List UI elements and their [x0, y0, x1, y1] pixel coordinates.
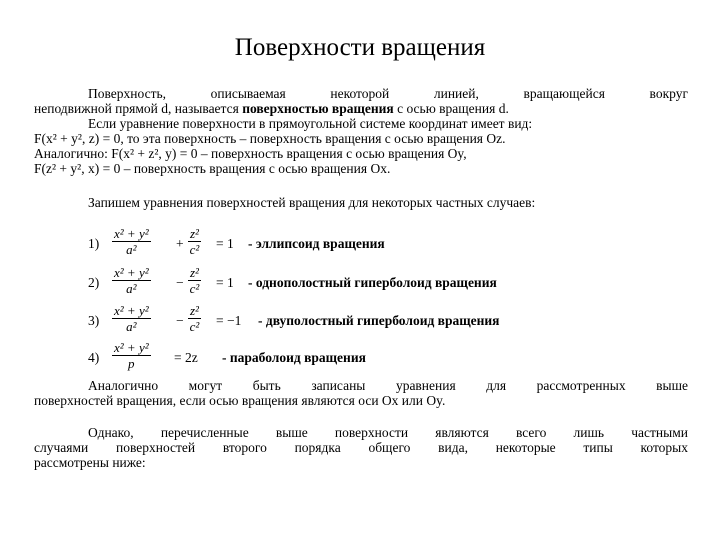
surface-name: - параболоид вращения — [222, 350, 366, 365]
intro-line-2-c: с осью вращения d. — [393, 101, 509, 116]
fraction-z — [188, 226, 201, 257]
intro-line-5: Аналогично: F(x² + z², y) = 0 – поверхность вращения с осью вращения Oy, — [34, 146, 467, 161]
intro-line-1: Поверхность, описываемая некоторой линией, вращающейся вокруг — [88, 86, 688, 101]
operator: + — [176, 236, 184, 251]
denominator: p — [128, 356, 135, 371]
fraction-z — [188, 303, 201, 334]
cases-heading: Запишем уравнения поверхностей вращения для некоторых частных случаев: — [88, 195, 536, 210]
analog-line-1: Аналогично могут быть записаны уравнения для рассмотренных выше — [88, 378, 688, 393]
right-hand-side: = −1 — [216, 313, 242, 328]
equation-number: 4) — [88, 350, 100, 365]
fraction-xy — [112, 226, 151, 257]
equation-2 — [88, 265, 688, 301]
intro-line-4: F(x² + y², z) = 0, то эта поверхность – поверхность вращения с осью вращения Oz. — [34, 131, 506, 146]
equation-4 — [88, 340, 688, 376]
numerator: z² — [190, 303, 199, 318]
intro-line-3: Если уравнение поверхности в прямоугольной системе координат имеет вид: — [88, 116, 533, 131]
surface-name: - двуполостный гиперболоид вращения — [258, 313, 500, 328]
fraction-z — [188, 265, 201, 296]
denominator: c² — [189, 281, 200, 296]
intro-line-6: F(z² + y², x) = 0 – поверхность вращения с осью вращения Ox. — [34, 161, 391, 176]
equation-number: 2) — [88, 275, 100, 290]
fraction-xy — [112, 303, 151, 334]
however-line-2: случаями поверхностей второго порядка общего вида, некоторые типы которых — [34, 440, 688, 455]
operator: − — [176, 275, 184, 290]
denominator: a² — [126, 242, 137, 257]
right-hand-side: = 1 — [216, 236, 234, 251]
intro-line-2 — [34, 101, 509, 116]
denominator: c² — [189, 242, 200, 257]
equation-1 — [88, 226, 688, 262]
denominator: a² — [126, 319, 137, 334]
fraction-xy — [112, 340, 151, 371]
term-surface-of-revolution: поверхностью вращения — [242, 101, 394, 116]
surface-name: - эллипсоид вращения — [248, 236, 385, 251]
surface-name: - однополостный гиперболоид вращения — [248, 275, 497, 290]
analog-line-2: поверхностей вращения, если осью вращения являются оси Ox или Oy. — [34, 393, 446, 408]
numerator: z² — [190, 265, 199, 280]
numerator: z² — [190, 226, 199, 241]
equation-3 — [88, 303, 688, 339]
equation-number: 1) — [88, 236, 100, 251]
intro-line-2-a: неподвижной прямой d, называется — [34, 101, 243, 116]
numerator: x² + y² — [114, 303, 149, 318]
however-line-3: рассмотрены ниже: — [34, 455, 146, 470]
operator: − — [176, 313, 184, 328]
numerator: x² + y² — [114, 340, 149, 355]
right-hand-side: = 1 — [216, 275, 234, 290]
equation-number: 3) — [88, 313, 100, 328]
numerator: x² + y² — [114, 265, 149, 280]
however-line-1: Однако, перечисленные выше поверхности являются всего лишь частными — [88, 425, 688, 440]
fraction-xy — [112, 265, 151, 296]
denominator: a² — [126, 281, 137, 296]
denominator: c² — [189, 319, 200, 334]
right-hand-side: = 2z — [174, 350, 198, 365]
page-title: Поверхности вращения — [234, 34, 486, 61]
numerator: x² + y² — [114, 226, 149, 241]
